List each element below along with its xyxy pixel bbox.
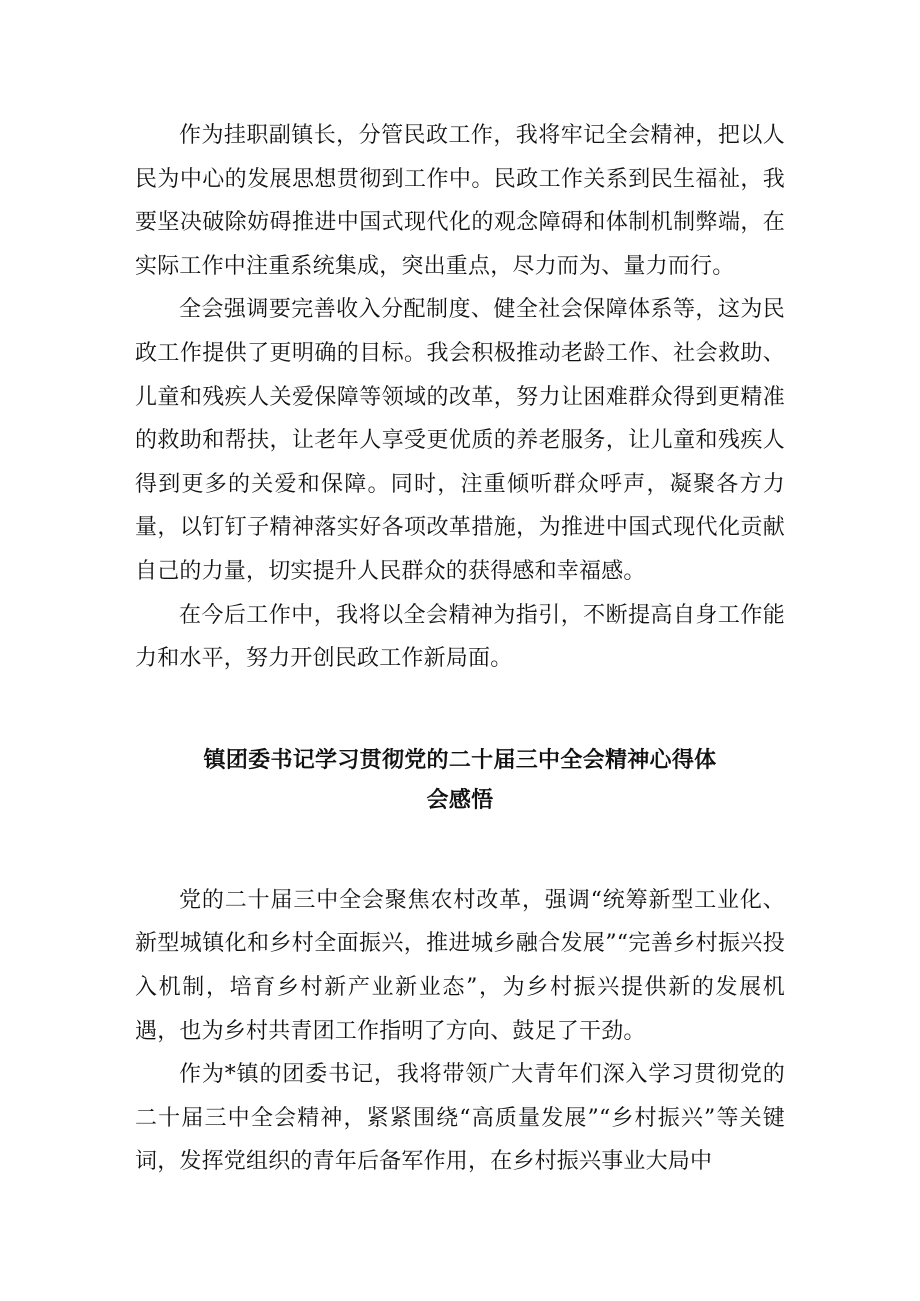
- paragraph-deputy-mayor-duties: 作为挂职副镇长，分管民政工作，我将牢记全会精神，把以人民为中心的发展思想贯彻到工作中。民政工作关系到民生福祉，我要坚决破除妨碍推进中国式现代化的观念障碍和体制机制弊端，在实际工作中注重系统集成，突出重点，尽力而为、量力而行。: [135, 123, 785, 279]
- document-body: [135, 114, 785, 1184]
- article-title-line-1: 镇团委书记学习贯彻党的二十届三中全会精神心得体: [203, 747, 717, 773]
- paragraph-future-work: 在今后工作中，我将以全会精神为指引，不断提高自身工作能力和水平，努力开创民政工作新局面。: [135, 602, 785, 672]
- paragraph-youth-league-secretary: 作为*镇的团委书记，我将带领广大青年们深入学习贯彻党的二十届三中全会精神，紧紧围绕“高质量发展”“乡村振兴”等关键词，发挥党组织的青年后备军作用，在乡村振兴事业大局中: [135, 1062, 785, 1175]
- article-title-line-2: 会感悟: [426, 787, 494, 813]
- paragraph-civil-affairs-reform: 全会强调要完善收入分配制度、健全社会保障体系等，这为民政工作提供了更明确的目标。我会积极推动老龄工作、社会救助、儿童和残疾人关爱保障等领域的改革，努力让困难群众得到更精准的救助和帮扶，让老年人享受更优质的养老服务，让儿童和残疾人得到更多的关爱和保障。同时，注重倾听群众呼声，凝聚各方力量，以钉钉子精神落实好各项改革措施，为推进中国式现代化贡献自己的力量，切实提升人民群众的获得感和幸福感。: [135, 297, 785, 584]
- article-title: [135, 741, 785, 821]
- paragraph-rural-reform: 党的二十届三中全会聚焦农村改革，强调“统筹新型工业化、新型城镇化和乡村全面振兴，推进城乡融合发展”“完善乡村振兴投入机制，培育乡村新产业新业态”，为乡村振兴提供新的发展机遇，也为乡村共青团工作指明了方向、鼓足了干劲。: [135, 887, 785, 1044]
